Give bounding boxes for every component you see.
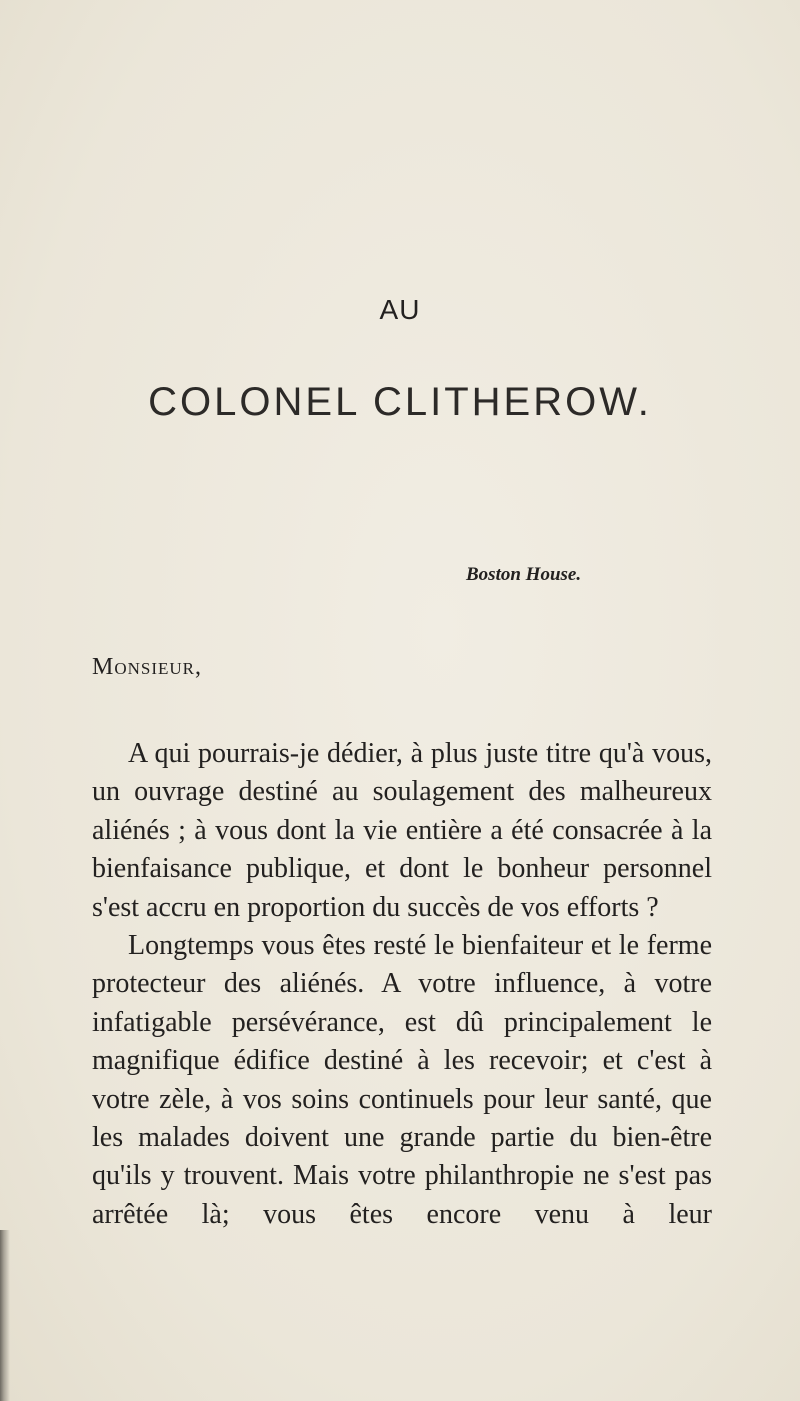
paragraph: A qui pourrais-je dédier, à plus juste titre qu'à vous, un ouvrage destiné au soulagement des malheureux aliénés ; à vous dont la vie entière a été consacrée à la bienfaisance publique, et dont le bonheur personnel s'est accru en proportion du succès de vos efforts ? [92,738,712,923]
dedication-preposition: AU [379,294,421,325]
letter-body [92,735,712,1234]
salutation: Monsieur, [92,654,203,680]
dedicatee-name: COLONEL CLITHEROW. [148,380,652,424]
page-edge-shadow [0,1230,10,1401]
place-line: Boston House. [466,564,582,585]
paragraph: Longtemps vous êtes resté le bienfaiteur et le ferme protecteur des aliénés. A votre influence, à votre infatigable persévérance, est dû principalement le magnifique édifice destiné à les recevoir; et c'est à votre zèle, à vos soins continuels pour leur santé, que les malades doivent une grande partie du bien-être qu'ils y trouvent. Mais votre philanthropie ne s'est pas arrêtée là; vous êtes encore venu à leur [92,930,712,1230]
